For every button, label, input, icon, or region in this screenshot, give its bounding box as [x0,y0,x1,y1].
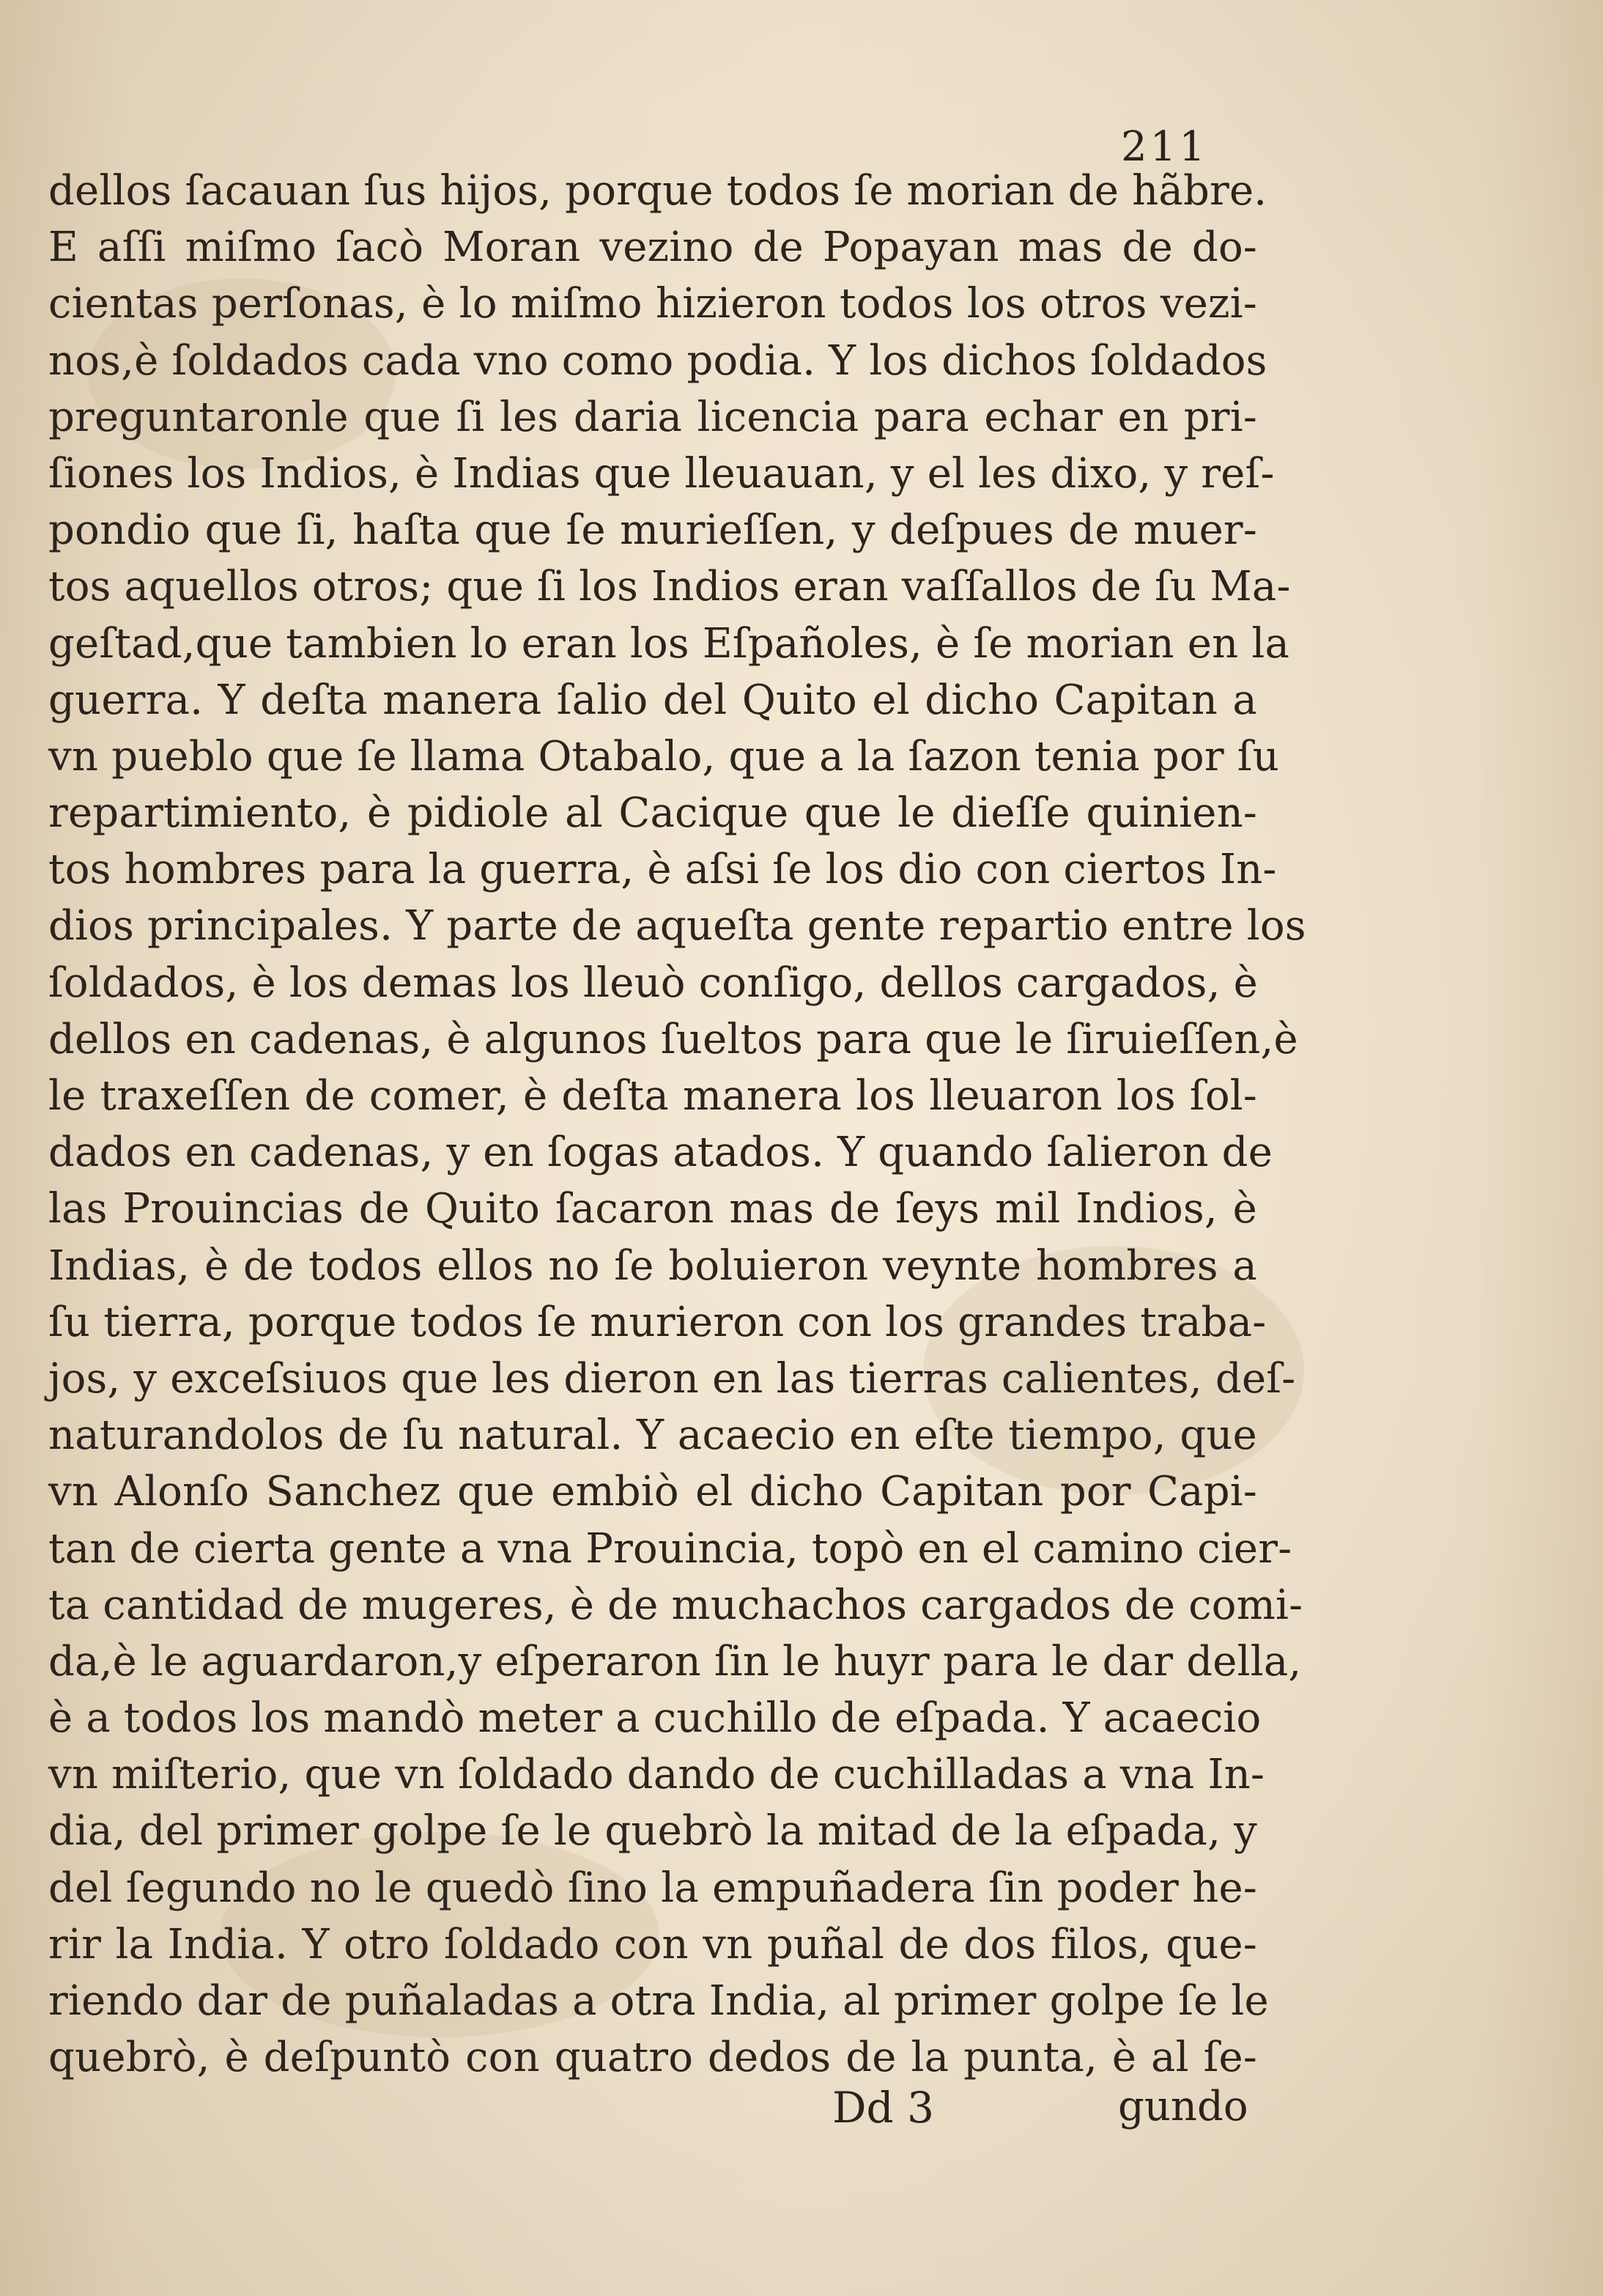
text-line: preguntaronle que ſi les daria licencia para echar en pri- [48,393,1257,441]
text-line: ta cantidad de mugeres, è de muchachos cargados de comi- [48,1581,1303,1629]
text-line: E aſſi miſmo ſacò Moran vezino de Popayan mas de do- [48,224,1257,272]
page-number: 211 [1121,123,1208,171]
text-line: tos aquellos otros; que ſi los Indios eran vaſſallos de ſu Ma- [48,563,1291,611]
text-line: ſu tierra, porque todos ſe murieron con los grandes traba- [48,1298,1267,1346]
text-line: geſtad,que tambien lo eran los Eſpañoles, è ſe morian en la [48,619,1290,668]
text-line: vn pueblo que ſe llama Otabalo, que a la ſazon tenia por ſu [48,732,1279,780]
text-line: guerra. Y deſta manera ſalio del Quito el dicho Capitan a [48,676,1257,724]
text-line: ſoldados, è los demas los lleuò conſigo, dellos cargados, è [48,959,1258,1007]
body-text [48,163,1306,2086]
text-line: tos hombres para la guerra, è aſsi ſe los dio con ciertos In- [48,846,1277,894]
text-line: le traxeſſen de comer, è deſta manera los lleuaron los ſol- [48,1072,1257,1120]
text-line: nos,è ſoldados cada vno como podia. Y los dichos ſoldados [48,336,1267,385]
text-line: vn miſterio, que vn ſoldado dando de cuchilladas a vna In- [48,1751,1265,1799]
text-line: pondio que ſi, haſta que ſe murieſſen, y deſpues de muer- [48,506,1257,555]
text-line: dellos en cadenas, è algunos ſueltos para que le ſiruieſſen,è [48,1015,1298,1063]
text-line: las Prouincias de Quito ſacaron mas de ſeys mil Indios, è [48,1185,1257,1233]
text-line: dados en cadenas, y en ſogas atados. Y quando ſalieron de [48,1129,1273,1177]
text-line: cientas perſonas, è lo miſmo hizieron todos los otros vezi- [48,280,1257,328]
text-line: dios principales. Y parte de aqueſta gente repartio entre los [48,902,1306,950]
text-line: repartimiento, è pidiole al Cacique que le dieſſe quinien- [48,789,1257,838]
page-footer [0,2083,1603,2141]
text-line: ſiones los Indios, è Indias que lleuauan, y el les dixo, y reſ- [48,449,1275,498]
text-line: del ſegundo no le quedò ſino la empuñadera ſin poder he- [48,1864,1257,1912]
text-line: naturandolos de ſu natural. Y acaecio en eſte tiempo, que [48,1411,1257,1460]
text-line: vn Alonſo Sanchez que embiò el dicho Capitan por Capi- [48,1468,1257,1516]
catchword: gundo [1118,2083,1248,2130]
text-line: riendo dar de puñaladas a otra India, al primer golpe ſe le [48,1977,1269,2025]
text-line: jos, y exceſsiuos que les dieron en las tierras calientes, deſ- [48,1354,1296,1403]
signature-mark: Dd 3 [832,2083,934,2133]
text-line: è a todos los mandò meter a cuchillo de eſpada. Y acaecio [48,1694,1262,1743]
text-line: dellos ſacauan ſus hijos, porque todos ſe morian de hãbre. [48,167,1267,215]
text-line: da,è le aguardaron,y eſperaron ſin le huyr para le dar della, [48,1637,1302,1686]
text-line: dia, del primer golpe ſe le quebrò la mitad de la eſpada, y [48,1807,1257,1856]
text-line: Indias, è de todos ellos no ſe boluieron veynte hombres a [48,1241,1257,1290]
text-line: tan de cierta gente a vna Prouincia, topò en el camino cier- [48,1524,1292,1573]
text-line: rir la India. Y otro ſoldado con vn puñal de dos filos, que- [48,1920,1257,1968]
text-line: quebrò, è deſpuntò con quatro dedos de la punta, è al ſe- [48,2034,1257,2082]
